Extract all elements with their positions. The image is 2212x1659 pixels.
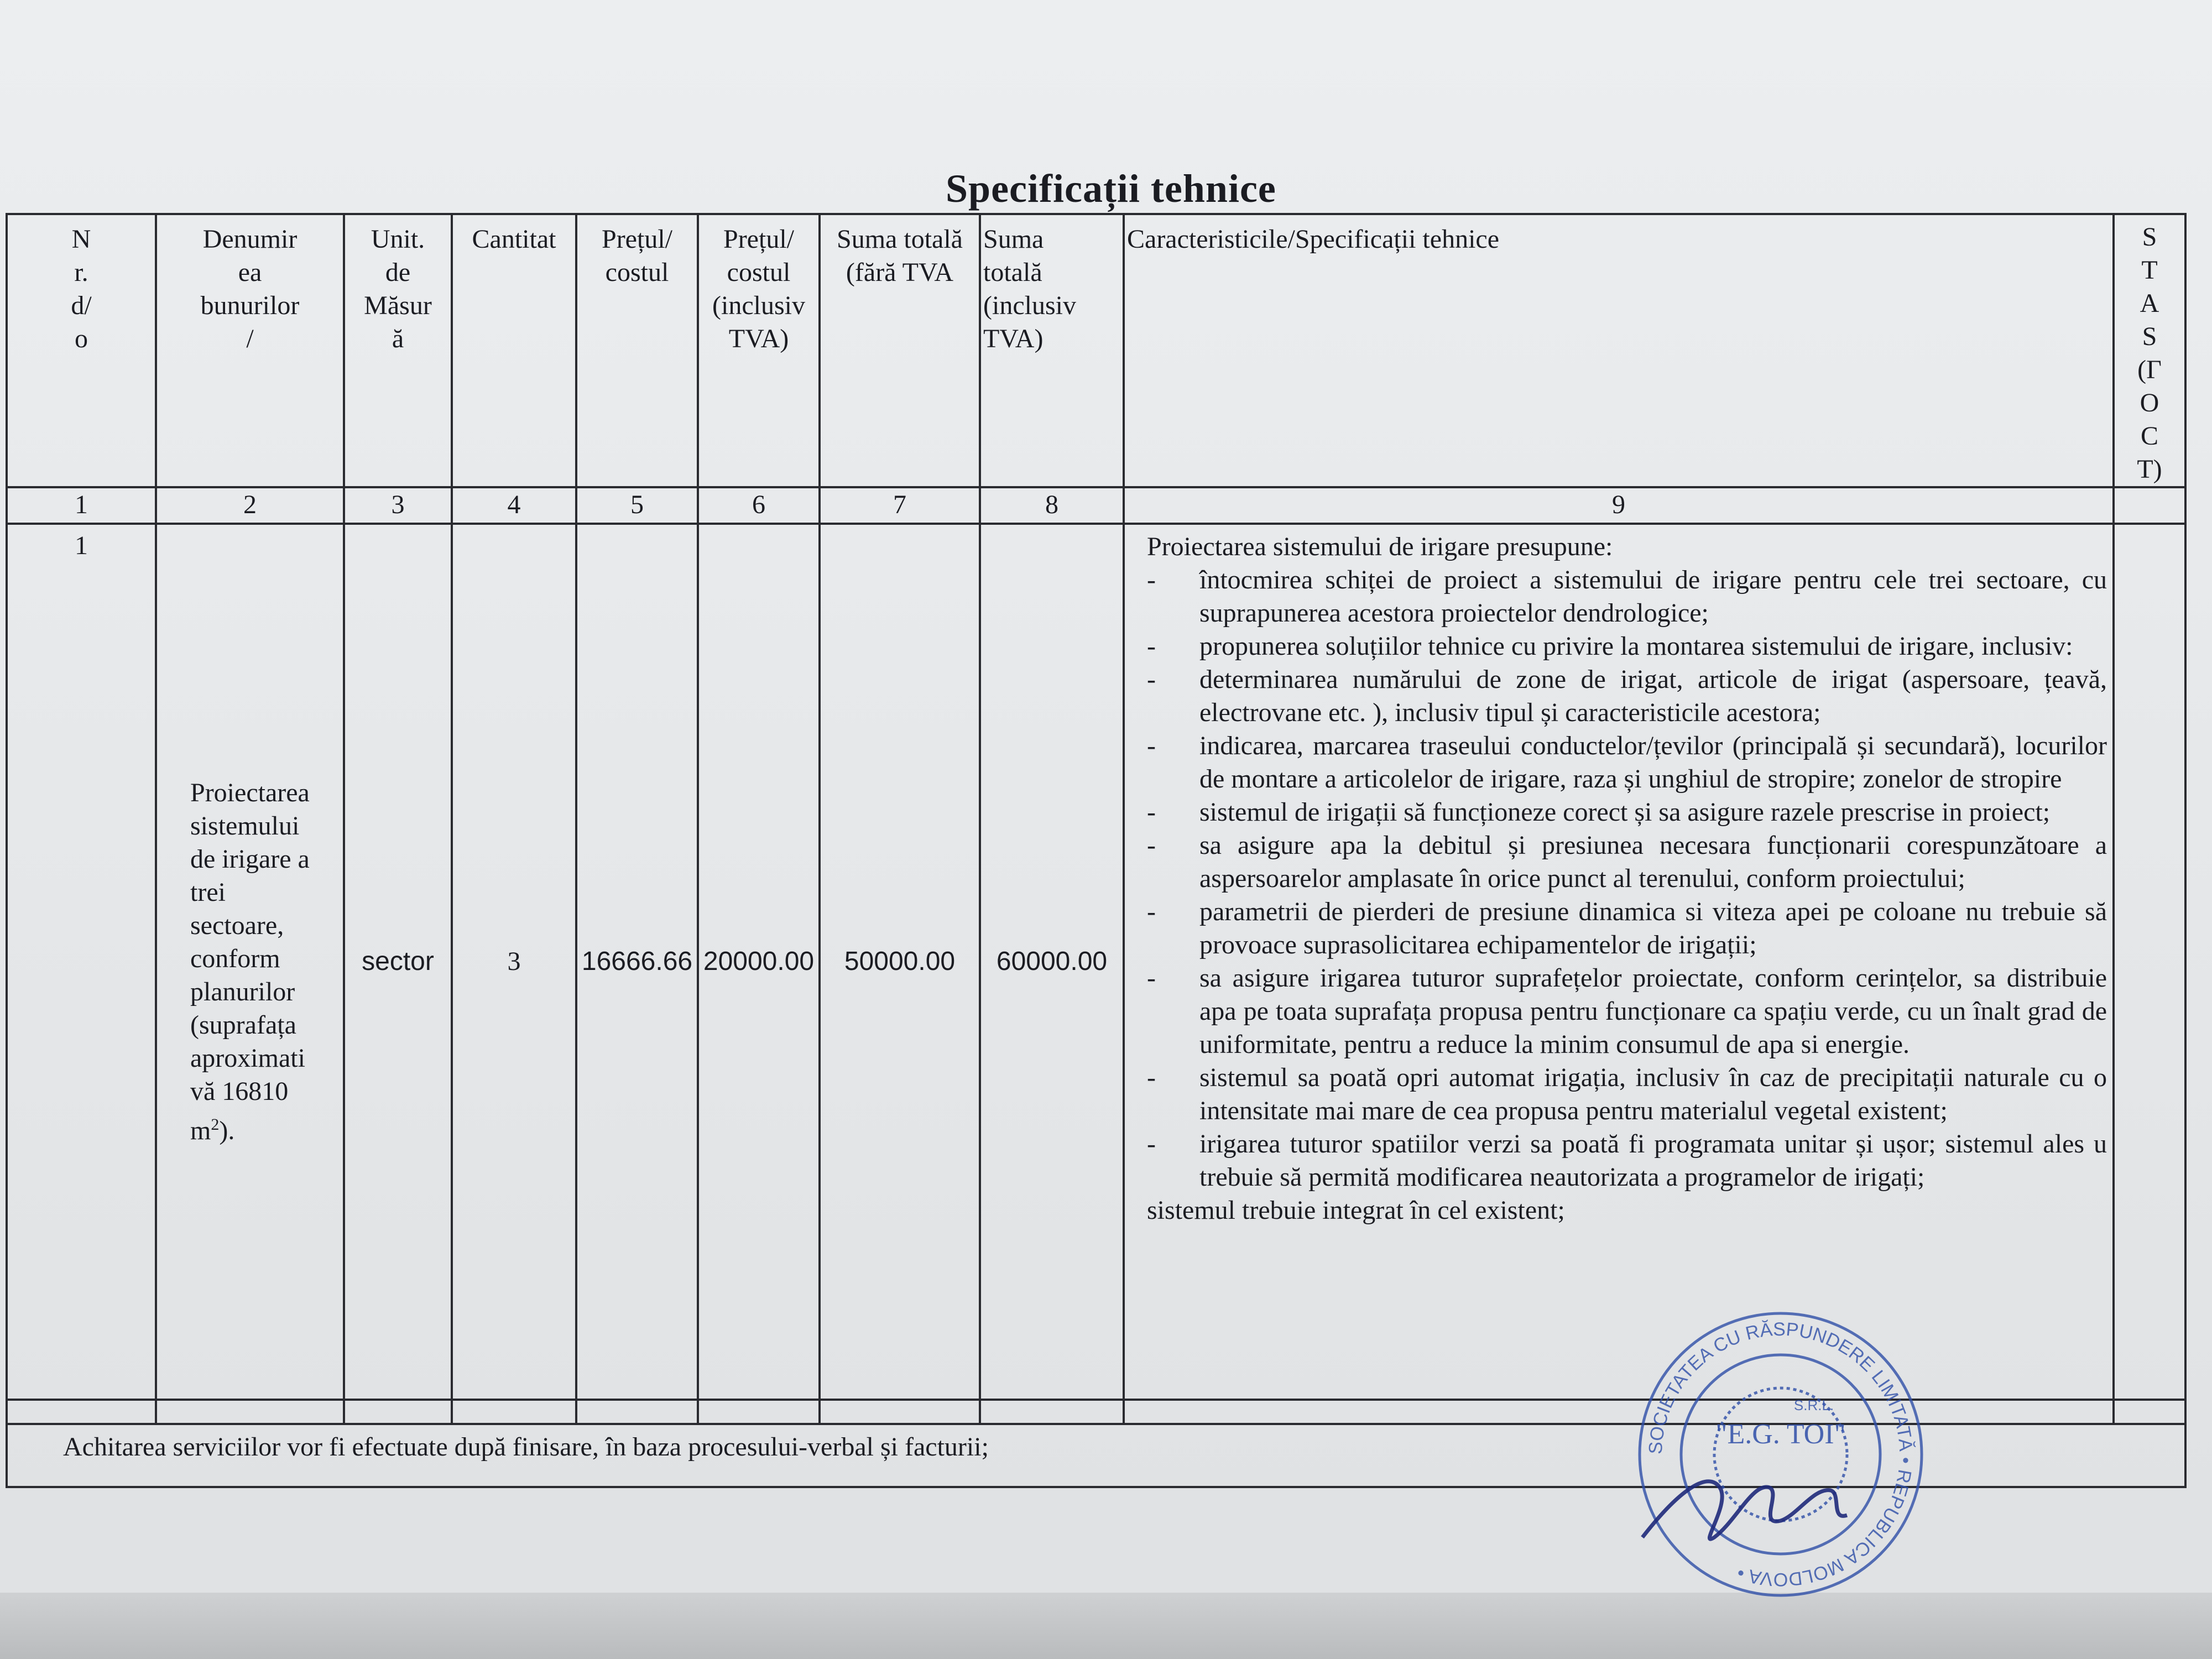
column-number: 1 bbox=[7, 487, 156, 524]
header-cantitat: Cantitat bbox=[452, 214, 576, 487]
row-cantitate: 3 bbox=[452, 524, 576, 1400]
header-suma-inclusiv-tva: Suma totală (inclusiv TVA) bbox=[980, 214, 1124, 487]
svg-text:S.R.L.: S.R.L. bbox=[1793, 1397, 1834, 1413]
specifications-table bbox=[6, 213, 2187, 1488]
row-suma-fara-tva: 50000.00 bbox=[820, 524, 980, 1400]
company-stamp bbox=[1631, 1305, 1930, 1604]
column-number: 8 bbox=[980, 487, 1124, 524]
table-row bbox=[7, 524, 2185, 1400]
spec-item: - parametrii de pierderi de presiune dinamica si viteza apei pe coloane nu trebuie să provoace suprasolicitarea echipamentelor de irigații; bbox=[1147, 897, 2107, 959]
stamp-seal-icon bbox=[1631, 1305, 1930, 1604]
header-caracteristici: Caracteristicile/Specificații tehnice bbox=[1124, 214, 2114, 487]
header-nr: N r. d/ o bbox=[7, 214, 156, 487]
row-pret: 16666.66 bbox=[576, 524, 698, 1400]
spec-item: - propunerea soluțiilor tehnice cu privire la montarea sistemului de irigare, inclusiv: bbox=[1147, 632, 2073, 661]
svg-text:"E.G. TOI": "E.G. TOI" bbox=[1715, 1418, 1846, 1450]
spec-item: - sa asigure irigarea tuturor suprafețelor proiectate, conform cerințelor, sa distribuie apa pe toata suprafața propusa pentru funcționare ca spațiu verde, cu un înalt grad de uniformitate, pentru a reduce la minim consumul de apa si energie. bbox=[1147, 963, 2107, 1059]
row-suma-inclusiv-tva: 60000.00 bbox=[980, 524, 1124, 1400]
header-pretul: Prețul/ costul bbox=[576, 214, 698, 487]
header-unit: Unit. de Măsur ă bbox=[344, 214, 452, 487]
spec-item: - sa asigure apa la debitul și presiunea necesara funcționarii corespunzătoare a aspersoarelor amplasate în orice punct al terenului, conform proiectului; bbox=[1147, 831, 2107, 893]
row-number: 1 bbox=[7, 524, 156, 1400]
svg-text:SOCIETATEA CU RĂSPUNDERE LIMIT: SOCIETATEA CU RĂSPUNDERE LIMITATĂ • REPUBLICA MOLDOVA • bbox=[1645, 1318, 1917, 1590]
column-number: 7 bbox=[820, 487, 980, 524]
spec-item: - irigarea tuturor spatiilor verzi sa poată fi programata unitar și ușor; sistemul ales u trebuie să permită modificarea neautorizata a programelor de irigați; bbox=[1147, 1129, 2107, 1192]
payment-note: Achitarea serviciilor vor fi efectuate după finisare, în baza procesului-verbal și facturii; bbox=[7, 1424, 2185, 1487]
row-denumire: Proiectarea sistemului de irigare a trei sectoare, conform planurilor (suprafața aproximati vă 16810 $m^2$). bbox=[156, 524, 344, 1400]
row-stas bbox=[2114, 524, 2185, 1400]
header-denumire: Denumir ea bunurilor / bbox=[156, 214, 344, 487]
column-number: 2 bbox=[156, 487, 344, 524]
column-number: 4 bbox=[452, 487, 576, 524]
column-number-empty bbox=[2114, 487, 2185, 524]
row-specifications bbox=[1124, 524, 2114, 1400]
header-suma-fara-tva: Suma totală (fără TVA bbox=[820, 214, 980, 487]
spec-item: - sistemul de irigații să funcționeze corect și sa asigure razele prescrise in proiect; bbox=[1147, 797, 2051, 827]
row-pret-tva: 20000.00 bbox=[698, 524, 820, 1400]
spec-item: - indicarea, marcarea traseului conductelor/țevilor (principală și secundară), locurilor de montare a articolelor de irigare, raza și unghiul de stropire; zonelor de stropire bbox=[1147, 731, 2107, 794]
spec-item: - întocmirea schiței de proiect a sistemului de irigare pentru cele trei sectoare, cu suprapunerea acestora proiectelor dendrologice; bbox=[1147, 565, 2107, 628]
column-number: 6 bbox=[698, 487, 820, 524]
page-title: Specificații tehnice bbox=[946, 166, 1276, 211]
spec-item: - determinarea numărului de zone de irigat, articole de irigat (aspersoare, țeavă, electrovane etc. ), inclusiv tipul și caracteristicile acestora; bbox=[1147, 665, 2107, 727]
header-stas: S T A S (Г O C T) bbox=[2114, 214, 2185, 487]
spec-item: - sistemul sa poată opri automat irigația, inclusiv în caz de precipitații naturale cu o intensitate mai mare de cea propusa pentru materialul vegetal existent; bbox=[1147, 1063, 2107, 1125]
spec-end: sistemul trebuie integrat în cel existent; bbox=[1147, 1196, 1565, 1225]
row-unit: sector bbox=[344, 524, 452, 1400]
header-pretul-tva: Prețul/ costul (inclusiv TVA) bbox=[698, 214, 820, 487]
column-number: 5 bbox=[576, 487, 698, 524]
spec-intro: Proiectarea sistemului de irigare presupune: bbox=[1147, 532, 1613, 561]
column-number-row bbox=[7, 487, 2185, 524]
column-number: 3 bbox=[344, 487, 452, 524]
column-number: 9 bbox=[1124, 487, 2114, 524]
header-row bbox=[7, 214, 2185, 487]
